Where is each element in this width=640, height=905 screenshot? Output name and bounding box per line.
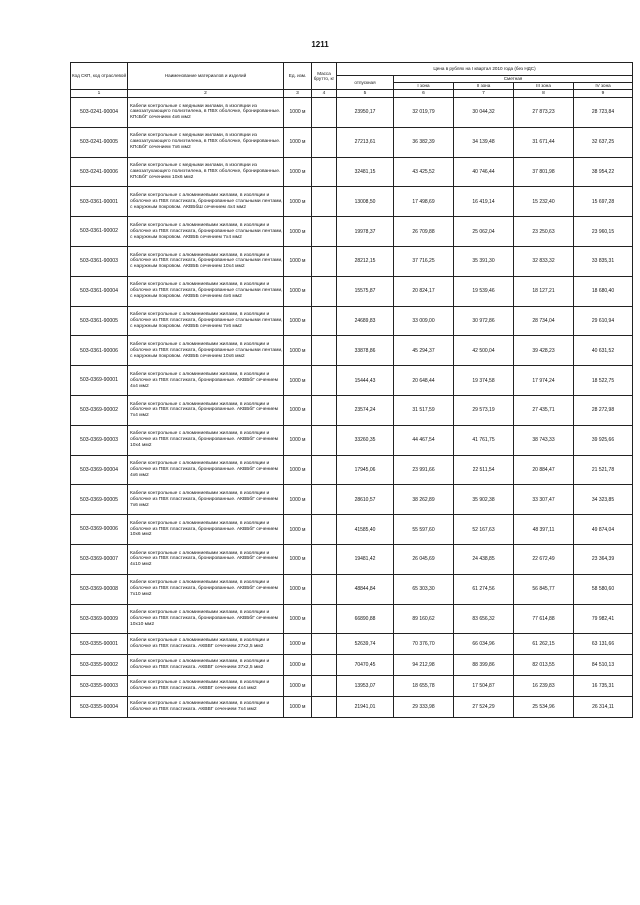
- row-zone-2-price: 19 374,58: [454, 366, 514, 396]
- row-release-price: 24689,83: [337, 306, 394, 336]
- header-mass: Масса брутто, кг: [312, 63, 337, 90]
- row-release-price: 52639,74: [337, 634, 394, 655]
- row-mass: [312, 574, 337, 604]
- row-name: Кабели контрольные с медными жилами, в изоляции из самозатухающего полиэтилена, в ПВХ оболочке, бронированные. КПсБбГ сечением 4х6 мм2: [128, 98, 284, 128]
- header-code: Код СКП, код отраслевой: [71, 63, 128, 90]
- row-zone-3-price: 37 801,98: [514, 157, 574, 187]
- table-row: [71, 395, 633, 425]
- row-zone-3-price: 27 873,23: [514, 98, 574, 128]
- row-release-price: 28212,15: [337, 246, 394, 276]
- row-unit: 1000 м: [284, 544, 312, 574]
- row-release-price: 21941,01: [337, 697, 394, 718]
- column-number: 6: [394, 90, 454, 98]
- row-release-price: 28610,57: [337, 485, 394, 515]
- row-zone-1-price: 20 824,17: [394, 276, 454, 306]
- row-zone-3-price: 56 845,77: [514, 574, 574, 604]
- row-zone-1-price: 55 597,60: [394, 515, 454, 545]
- row-zone-4-price: 29 610,94: [574, 306, 633, 336]
- row-zone-3-price: 39 428,23: [514, 336, 574, 366]
- row-zone-4-price: 79 982,41: [574, 604, 633, 634]
- row-mass: [312, 336, 337, 366]
- price-table: [70, 62, 633, 718]
- table-row: [71, 217, 633, 247]
- row-zone-1-price: 18 655,78: [394, 676, 454, 697]
- page-number: 1211: [311, 40, 329, 49]
- row-unit: 1000 м: [284, 676, 312, 697]
- column-number-row: [71, 90, 633, 98]
- row-zone-1-price: 44 467,54: [394, 425, 454, 455]
- row-zone-1-price: 26 045,69: [394, 544, 454, 574]
- row-zone-4-price: 49 874,04: [574, 515, 633, 545]
- row-zone-4-price: 33 835,31: [574, 246, 633, 276]
- row-zone-1-price: 17 498,69: [394, 187, 454, 217]
- row-unit: 1000 м: [284, 395, 312, 425]
- row-code: 503-0361-90001: [71, 187, 128, 217]
- row-zone-2-price: 16 419,14: [454, 187, 514, 217]
- column-number: 5: [337, 90, 394, 98]
- table-row: [71, 655, 633, 676]
- row-mass: [312, 425, 337, 455]
- row-unit: 1000 м: [284, 217, 312, 247]
- row-mass: [312, 604, 337, 634]
- row-zone-1-price: 89 160,62: [394, 604, 454, 634]
- row-release-price: 23574,24: [337, 395, 394, 425]
- row-mass: [312, 127, 337, 157]
- row-zone-3-price: 77 614,88: [514, 604, 574, 634]
- header-zone-2: II зона: [454, 83, 514, 90]
- row-unit: 1000 м: [284, 157, 312, 187]
- row-mass: [312, 676, 337, 697]
- row-unit: 1000 м: [284, 276, 312, 306]
- row-unit: 1000 м: [284, 336, 312, 366]
- row-unit: 1000 м: [284, 127, 312, 157]
- row-mass: [312, 455, 337, 485]
- column-number: 9: [574, 90, 633, 98]
- row-name: Кабели контрольные с алюминиевыми жилами, в изоляции и оболочке из ПВХ пластиката, бронированные стальными лентами, с наружным покровом. АКВББ сечением 7х6 мм2: [128, 306, 284, 336]
- row-mass: [312, 217, 337, 247]
- row-unit: 1000 м: [284, 187, 312, 217]
- row-code: 503-0241-90005: [71, 127, 128, 157]
- row-code: 503-0369-90007: [71, 544, 128, 574]
- row-release-price: 13008,50: [337, 187, 394, 217]
- row-mass: [312, 98, 337, 128]
- row-release-price: 41585,40: [337, 515, 394, 545]
- row-zone-4-price: 34 323,85: [574, 485, 633, 515]
- column-number: 4: [312, 90, 337, 98]
- row-code: 503-0361-90005: [71, 306, 128, 336]
- row-zone-2-price: 17 504,87: [454, 676, 514, 697]
- row-name: Кабели контрольные с алюминиевыми жилами, в изоляции и оболочке из ПВХ пластиката, бронированные. АКВБбГ сечением 10х6 мм2: [128, 515, 284, 545]
- row-zone-2-price: 83 656,32: [454, 604, 514, 634]
- row-mass: [312, 697, 337, 718]
- row-mass: [312, 246, 337, 276]
- row-unit: 1000 м: [284, 306, 312, 336]
- row-name: Кабели контрольные с алюминиевыми жилами, в изоляции и оболочке из ПВХ пластиката, бронированные. АКВБбГ сечением 7х6 мм2: [128, 485, 284, 515]
- row-name: Кабели контрольные с алюминиевыми жилами, в изоляции и оболочке из ПВХ пластиката, бронированные. АКВБбГ сечением 10х4 мм2: [128, 425, 284, 455]
- row-zone-3-price: 16 239,83: [514, 676, 574, 697]
- header-name: Наименование материалов и изделий: [128, 63, 284, 90]
- column-number: 7: [454, 90, 514, 98]
- row-zone-4-price: 39 925,66: [574, 425, 633, 455]
- row-zone-4-price: 18 522,75: [574, 366, 633, 396]
- row-name: Кабели контрольные с алюминиевыми жилами, в изоляции и оболочке из ПВХ пластиката, бронированные. АКВБбГ сечением 4х10 мм2: [128, 544, 284, 574]
- row-name: Кабели контрольные с алюминиевыми жилами, в изоляции и оболочке из ПВХ пластиката. АКВВГ сечением 7х4 мм2: [128, 697, 284, 718]
- row-name: Кабели контрольные с алюминиевыми жилами, в изоляции и оболочке из ПВХ пластиката, бронированные. АКВБбГ сечением 10х10 мм2: [128, 604, 284, 634]
- table-row: [71, 634, 633, 655]
- table-row: [71, 676, 633, 697]
- row-unit: 1000 м: [284, 246, 312, 276]
- row-name: Кабели контрольные с алюминиевыми жилами, в изоляции и оболочке из ПВХ пластиката, бронированные стальными лентами, с наружным покровом. АКВББ сечением 10х4 мм2: [128, 246, 284, 276]
- row-zone-3-price: 33 307,47: [514, 485, 574, 515]
- header-zone-1: I зона: [394, 83, 454, 90]
- row-zone-2-price: 42 500,04: [454, 336, 514, 366]
- row-zone-2-price: 25 062,04: [454, 217, 514, 247]
- row-release-price: 13953,07: [337, 676, 394, 697]
- row-release-price: 15575,87: [337, 276, 394, 306]
- row-zone-4-price: 26 314,11: [574, 697, 633, 718]
- header-unit: Ед. изм.: [284, 63, 312, 90]
- row-code: 503-0355-90004: [71, 697, 128, 718]
- row-zone-3-price: 23 250,63: [514, 217, 574, 247]
- row-code: 503-0369-90003: [71, 425, 128, 455]
- row-unit: 1000 м: [284, 366, 312, 396]
- row-zone-3-price: 17 974,24: [514, 366, 574, 396]
- row-mass: [312, 366, 337, 396]
- table-row: [71, 98, 633, 128]
- column-number: 2: [128, 90, 284, 98]
- row-name: Кабели контрольные с алюминиевыми жилами, в изоляции и оболочке из ПВХ пластиката, бронированные стальными лентами, с наружным покровом. АКВББ сечением 10х6 мм2: [128, 336, 284, 366]
- row-zone-2-price: 24 438,85: [454, 544, 514, 574]
- row-zone-1-price: 20 648,44: [394, 366, 454, 396]
- table-row: [71, 425, 633, 455]
- table-row: [71, 306, 633, 336]
- table-row: [71, 574, 633, 604]
- row-mass: [312, 395, 337, 425]
- header-estimated-price: Сметная: [394, 76, 633, 83]
- row-mass: [312, 485, 337, 515]
- row-release-price: 17945,06: [337, 455, 394, 485]
- row-zone-4-price: 38 954,22: [574, 157, 633, 187]
- row-zone-3-price: 82 013,55: [514, 655, 574, 676]
- row-zone-1-price: 31 517,59: [394, 395, 454, 425]
- row-zone-1-price: 70 376,70: [394, 634, 454, 655]
- table-row: [71, 455, 633, 485]
- row-name: Кабели контрольные с алюминиевыми жилами, в изоляции и оболочке из ПВХ пластиката, бронированные. АКВБбГ сечением 4х6 мм2: [128, 455, 284, 485]
- row-zone-2-price: 41 761,75: [454, 425, 514, 455]
- header-release-price: отпускная: [337, 76, 394, 90]
- header-zone-4: IV зона: [574, 83, 633, 90]
- table-row: [71, 366, 633, 396]
- row-zone-2-price: 88 399,86: [454, 655, 514, 676]
- row-zone-3-price: 32 833,32: [514, 246, 574, 276]
- row-zone-1-price: 23 991,66: [394, 455, 454, 485]
- row-zone-2-price: 66 034,96: [454, 634, 514, 655]
- row-zone-3-price: 38 743,33: [514, 425, 574, 455]
- row-name: Кабели контрольные с медными жилами, в изоляции из самозатухающего полиэтилена, в ПВХ оболочке, бронированные. КПсБбГ сечением 10х6 мм2: [128, 157, 284, 187]
- row-zone-1-price: 65 303,30: [394, 574, 454, 604]
- row-zone-2-price: 19 539,46: [454, 276, 514, 306]
- row-zone-2-price: 61 274,56: [454, 574, 514, 604]
- row-name: Кабели контрольные с алюминиевыми жилами, в изоляции и оболочке из ПВХ пластиката, бронированные стальными лентами, с наружным покровом. АКВББ сечением 7х4 мм2: [128, 217, 284, 247]
- row-mass: [312, 276, 337, 306]
- table-body: [71, 98, 633, 718]
- row-code: 503-0369-90004: [71, 455, 128, 485]
- row-unit: 1000 м: [284, 655, 312, 676]
- row-zone-1-price: 36 382,39: [394, 127, 454, 157]
- row-code: 503-0361-90003: [71, 246, 128, 276]
- table-row: [71, 604, 633, 634]
- row-zone-4-price: 21 521,78: [574, 455, 633, 485]
- row-release-price: 15444,43: [337, 366, 394, 396]
- row-unit: 1000 м: [284, 485, 312, 515]
- table-row: [71, 544, 633, 574]
- row-release-price: 23950,17: [337, 98, 394, 128]
- table-row: [71, 127, 633, 157]
- row-zone-1-price: 29 333,98: [394, 697, 454, 718]
- row-zone-1-price: 45 294,37: [394, 336, 454, 366]
- row-code: 503-0361-90004: [71, 276, 128, 306]
- row-unit: 1000 м: [284, 425, 312, 455]
- row-zone-2-price: 35 902,38: [454, 485, 514, 515]
- row-zone-3-price: 25 534,96: [514, 697, 574, 718]
- row-unit: 1000 м: [284, 515, 312, 545]
- row-zone-4-price: 28 272,98: [574, 395, 633, 425]
- row-mass: [312, 515, 337, 545]
- row-mass: [312, 157, 337, 187]
- row-zone-3-price: 22 672,49: [514, 544, 574, 574]
- row-zone-4-price: 58 580,60: [574, 574, 633, 604]
- row-code: 503-0241-90004: [71, 98, 128, 128]
- row-unit: 1000 м: [284, 98, 312, 128]
- row-name: Кабели контрольные с медными жилами, в изоляции из самозатухающего полиэтилена, в ПВХ оболочке, бронированные. КПсБбГ сечением 7х6 мм2: [128, 127, 284, 157]
- row-release-price: 19481,42: [337, 544, 394, 574]
- row-zone-1-price: 38 262,89: [394, 485, 454, 515]
- row-zone-3-price: 28 734,04: [514, 306, 574, 336]
- row-zone-2-price: 22 511,54: [454, 455, 514, 485]
- row-zone-1-price: 33 009,00: [394, 306, 454, 336]
- row-zone-4-price: 16 735,31: [574, 676, 633, 697]
- row-mass: [312, 634, 337, 655]
- row-unit: 1000 м: [284, 574, 312, 604]
- row-release-price: 66890,88: [337, 604, 394, 634]
- row-zone-3-price: 61 262,15: [514, 634, 574, 655]
- row-name: Кабели контрольные с алюминиевыми жилами, в изоляции и оболочке из ПВХ пластиката. АКВВГ сечением 4х4 мм2: [128, 676, 284, 697]
- row-unit: 1000 м: [284, 697, 312, 718]
- row-release-price: 70470,45: [337, 655, 394, 676]
- row-zone-2-price: 27 524,29: [454, 697, 514, 718]
- row-code: 503-0355-90002: [71, 655, 128, 676]
- row-release-price: 32481,15: [337, 157, 394, 187]
- row-zone-4-price: 28 723,84: [574, 98, 633, 128]
- row-code: 503-0241-90006: [71, 157, 128, 187]
- table-row: [71, 697, 633, 718]
- table-row: [71, 157, 633, 187]
- row-release-price: 48844,84: [337, 574, 394, 604]
- row-name: Кабели контрольные с алюминиевыми жилами, в изоляции и оболочке из ПВХ пластиката, бронированные. АКВБбГ сечением 4х4 мм2: [128, 366, 284, 396]
- row-code: 503-0355-90003: [71, 676, 128, 697]
- row-code: 503-0369-90002: [71, 395, 128, 425]
- row-code: 503-0369-90001: [71, 366, 128, 396]
- row-release-price: 27213,61: [337, 127, 394, 157]
- row-name: Кабели контрольные с алюминиевыми жилами, в изоляции и оболочке из ПВХ пластиката, бронированные. АКВБбГ сечением 7х10 мм2: [128, 574, 284, 604]
- row-zone-4-price: 63 131,66: [574, 634, 633, 655]
- table-row: [71, 187, 633, 217]
- row-code: 503-0369-90005: [71, 485, 128, 515]
- row-zone-1-price: 32 019,79: [394, 98, 454, 128]
- row-zone-1-price: 43 425,52: [394, 157, 454, 187]
- row-zone-4-price: 23 960,15: [574, 217, 633, 247]
- row-zone-2-price: 34 139,48: [454, 127, 514, 157]
- row-zone-2-price: 52 167,63: [454, 515, 514, 545]
- row-zone-2-price: 30 972,86: [454, 306, 514, 336]
- row-code: 503-0355-90001: [71, 634, 128, 655]
- row-name: Кабели контрольные с алюминиевыми жилами, в изоляции и оболочке из ПВХ пластиката, бронированные стальными лентами, с наружным покровом. АКВБбШ сечением 4х4 мм2: [128, 187, 284, 217]
- table-row: [71, 485, 633, 515]
- row-zone-4-price: 84 510,13: [574, 655, 633, 676]
- row-zone-3-price: 31 671,44: [514, 127, 574, 157]
- row-zone-3-price: 48 397,11: [514, 515, 574, 545]
- row-unit: 1000 м: [284, 604, 312, 634]
- column-number: 3: [284, 90, 312, 98]
- row-zone-4-price: 18 680,40: [574, 276, 633, 306]
- header-zone-3: III зона: [514, 83, 574, 90]
- row-name: Кабели контрольные с алюминиевыми жилами, в изоляции и оболочке из ПВХ пластиката, бронированные стальными лентами, с наружным покровом. АКВББ сечением 4х6 мм2: [128, 276, 284, 306]
- row-zone-1-price: 94 212,98: [394, 655, 454, 676]
- row-mass: [312, 544, 337, 574]
- row-zone-4-price: 15 697,28: [574, 187, 633, 217]
- row-release-price: 19978,37: [337, 217, 394, 247]
- row-mass: [312, 187, 337, 217]
- table-row: [71, 515, 633, 545]
- row-unit: 1000 м: [284, 634, 312, 655]
- row-zone-4-price: 23 364,39: [574, 544, 633, 574]
- row-zone-3-price: 20 884,47: [514, 455, 574, 485]
- row-name: Кабели контрольные с алюминиевыми жилами, в изоляции и оболочке из ПВХ пластиката, бронированные. АКВБбГ сечением 7х4 мм2: [128, 395, 284, 425]
- row-code: 503-0361-90002: [71, 217, 128, 247]
- header-price-group: Цена в рублях на I квартал 2010 года (без НДС): [337, 63, 633, 76]
- row-mass: [312, 655, 337, 676]
- row-name: Кабели контрольные с алюминиевыми жилами, в изоляции и оболочке из ПВХ пластиката. АКВВГ сечением 27х2,5 мм2: [128, 634, 284, 655]
- row-zone-2-price: 40 746,44: [454, 157, 514, 187]
- column-number: 1: [71, 90, 128, 98]
- column-number: 8: [514, 90, 574, 98]
- row-zone-1-price: 37 716,25: [394, 246, 454, 276]
- row-release-price: 33260,35: [337, 425, 394, 455]
- row-mass: [312, 306, 337, 336]
- row-zone-2-price: 35 391,30: [454, 246, 514, 276]
- row-code: 503-0369-90006: [71, 515, 128, 545]
- row-code: 503-0369-90008: [71, 574, 128, 604]
- table-row: [71, 246, 633, 276]
- table-row: [71, 336, 633, 366]
- row-zone-2-price: 30 044,32: [454, 98, 514, 128]
- row-zone-3-price: 18 127,21: [514, 276, 574, 306]
- row-code: 503-0361-90006: [71, 336, 128, 366]
- table-row: [71, 276, 633, 306]
- row-release-price: 33878,86: [337, 336, 394, 366]
- row-name: Кабели контрольные с алюминиевыми жилами, в изоляции и оболочке из ПВХ пластиката. АКВВГ сечением 37х2,5 мм2: [128, 655, 284, 676]
- row-zone-4-price: 40 631,52: [574, 336, 633, 366]
- row-zone-2-price: 29 573,19: [454, 395, 514, 425]
- row-zone-3-price: 15 232,40: [514, 187, 574, 217]
- row-unit: 1000 м: [284, 455, 312, 485]
- row-code: 503-0369-90009: [71, 604, 128, 634]
- row-zone-4-price: 32 637,25: [574, 127, 633, 157]
- row-zone-3-price: 27 435,71: [514, 395, 574, 425]
- row-zone-1-price: 26 709,88: [394, 217, 454, 247]
